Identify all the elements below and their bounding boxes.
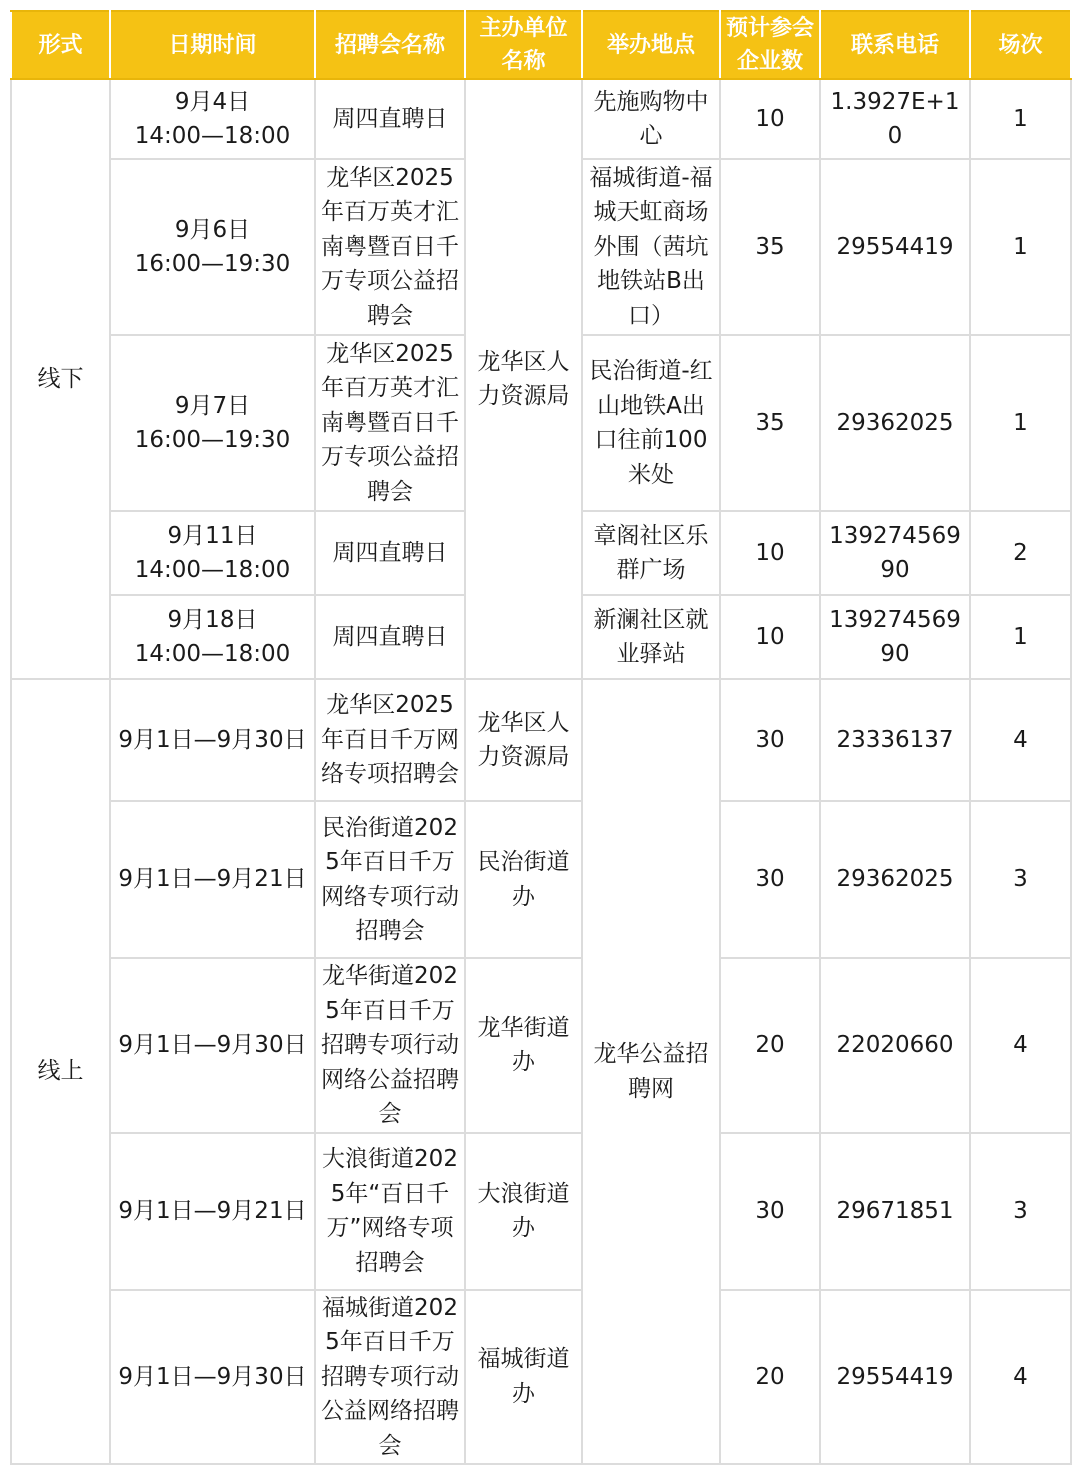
phone-cell: 29671851	[820, 1133, 970, 1290]
companies-cell: 20	[720, 958, 820, 1133]
venue-cell: 福城街道-福城天虹商场外围（茜坑地铁站B出口）	[582, 159, 720, 335]
organizer-cell: 龙华街道办	[465, 958, 582, 1133]
venue-cell: 章阁社区乐群广场	[582, 511, 720, 595]
table-row	[11, 801, 1071, 958]
header-phone: 联系电话	[820, 11, 970, 79]
phone-cell: 29362025	[820, 801, 970, 958]
header-form: 形式	[11, 11, 110, 79]
form-cell-offline: 线下	[11, 79, 110, 679]
period-cell: 9月1日—9月30日	[110, 1290, 315, 1465]
companies-cell: 35	[720, 335, 820, 511]
period-cell: 9月1日—9月30日	[110, 679, 315, 801]
venue-cell: 新澜社区就业驿站	[582, 595, 720, 679]
table-row	[11, 79, 1071, 159]
datetime-cell	[110, 595, 315, 679]
date-text: 9月18日	[167, 606, 258, 633]
fair-name-cell: 周四直聘日	[315, 79, 465, 159]
time-text: 14:00—18:00	[134, 641, 291, 667]
phone-cell: 13927456990	[820, 595, 970, 679]
period-cell: 9月1日—9月30日	[110, 958, 315, 1133]
sessions-cell: 3	[970, 801, 1071, 958]
header-companies: 预计参会企业数	[720, 11, 820, 79]
companies-cell: 30	[720, 679, 820, 801]
organizer-cell: 大浪街道办	[465, 1133, 582, 1290]
phone-cell: 23336137	[820, 679, 970, 801]
sessions-cell: 4	[970, 1290, 1071, 1465]
header-organizer: 主办单位名称	[465, 11, 582, 79]
time-text: 14:00—18:00	[134, 123, 291, 149]
companies-cell: 30	[720, 801, 820, 958]
fair-name-cell: 龙华区2025年百万英才汇南粤暨百日千万专项公益招聘会	[315, 159, 465, 335]
sessions-cell: 1	[970, 159, 1071, 335]
fair-name-cell: 龙华区2025年百万英才汇南粤暨百日千万专项公益招聘会	[315, 335, 465, 511]
venue-cell-online: 龙华公益招聘网	[582, 679, 720, 1464]
companies-cell: 20	[720, 1290, 820, 1465]
fair-name-cell: 龙华街道2025年百日千万招聘专项行动网络公益招聘会	[315, 958, 465, 1133]
date-text: 9月11日	[167, 522, 258, 549]
venue-cell: 先施购物中心	[582, 79, 720, 159]
form-cell-online: 线上	[11, 679, 110, 1464]
venue-cell: 民治街道-红山地铁A出口往前100米处	[582, 335, 720, 511]
header-sessions: 场次	[970, 11, 1071, 79]
sessions-cell: 4	[970, 958, 1071, 1133]
organizer-cell: 民治街道办	[465, 801, 582, 958]
companies-cell: 30	[720, 1133, 820, 1290]
table-row	[11, 679, 1071, 801]
sessions-cell: 3	[970, 1133, 1071, 1290]
fair-name-cell: 民治街道2025年百日千万网络专项行动招聘会	[315, 801, 465, 958]
fair-name-cell: 龙华区2025年百日千万网络专项招聘会	[315, 679, 465, 801]
phone-cell: 1.3927E+10	[820, 79, 970, 159]
header-venue: 举办地点	[582, 11, 720, 79]
phone-cell: 29554419	[820, 159, 970, 335]
phone-cell: 22020660	[820, 958, 970, 1133]
fair-name-cell: 福城街道2025年百日千万招聘专项行动公益网络招聘会	[315, 1290, 465, 1465]
table-row	[11, 958, 1071, 1133]
companies-cell: 10	[720, 511, 820, 595]
time-text: 14:00—18:00	[134, 557, 291, 583]
date-text: 9月4日	[174, 88, 251, 115]
table-row	[11, 1290, 1071, 1465]
fair-name-cell: 大浪街道2025年“百日千万”网络专项招聘会	[315, 1133, 465, 1290]
period-cell: 9月1日—9月21日	[110, 1133, 315, 1290]
sessions-cell: 2	[970, 511, 1071, 595]
time-text: 16:00—19:30	[134, 251, 291, 277]
period-cell: 9月1日—9月21日	[110, 801, 315, 958]
datetime-cell	[110, 511, 315, 595]
organizer-cell-offline: 龙华区人力资源局	[465, 79, 582, 679]
companies-cell: 10	[720, 595, 820, 679]
datetime-cell	[110, 335, 315, 511]
date-text: 9月7日	[174, 392, 251, 419]
table-row	[11, 1133, 1071, 1290]
time-text: 16:00—19:30	[134, 427, 291, 453]
phone-cell: 29362025	[820, 335, 970, 511]
sessions-cell: 4	[970, 679, 1071, 801]
fair-name-cell: 周四直聘日	[315, 595, 465, 679]
datetime-cell	[110, 159, 315, 335]
sessions-cell: 1	[970, 595, 1071, 679]
fair-name-cell: 周四直聘日	[315, 511, 465, 595]
phone-cell: 13927456990	[820, 511, 970, 595]
companies-cell: 10	[720, 79, 820, 159]
sessions-cell: 1	[970, 79, 1071, 159]
organizer-cell: 龙华区人力资源局	[465, 679, 582, 801]
companies-cell: 35	[720, 159, 820, 335]
phone-cell: 29554419	[820, 1290, 970, 1465]
table-header-row	[11, 11, 1071, 79]
header-datetime: 日期时间	[110, 11, 315, 79]
recruitment-schedule-table	[10, 10, 1072, 1465]
header-fair-name: 招聘会名称	[315, 11, 465, 79]
organizer-cell: 福城街道办	[465, 1290, 582, 1465]
date-text: 9月6日	[174, 216, 251, 243]
datetime-cell	[110, 79, 315, 159]
sessions-cell: 1	[970, 335, 1071, 511]
